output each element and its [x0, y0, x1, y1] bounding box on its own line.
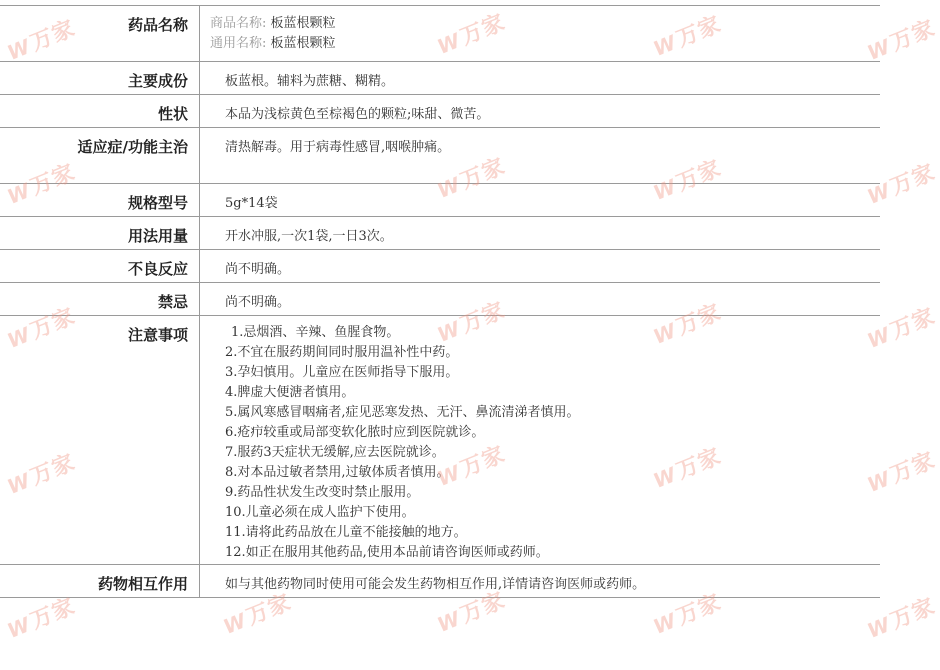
- row-label: 规格型号: [0, 184, 200, 216]
- watermark-logo: W万家: [649, 444, 726, 493]
- row-label: 主要成份: [0, 62, 200, 94]
- watermark-logo: W万家: [863, 304, 940, 353]
- watermark-logo: W万家: [649, 156, 726, 205]
- row-label: 不良反应: [0, 250, 200, 282]
- watermark-logo: W万家: [649, 300, 726, 349]
- row-value: 5g*14袋: [225, 196, 278, 211]
- watermark-logo: W万家: [863, 160, 940, 209]
- watermark-logo: W万家: [649, 12, 726, 61]
- trade-name-value: 板蓝根颗粒: [270, 16, 336, 31]
- watermark-logo: W万家: [649, 590, 726, 639]
- watermark-logo: W万家: [863, 594, 940, 643]
- watermark-logo: W万家: [3, 160, 80, 209]
- list-item: 6.疮疖较重或局部变软化脓时应到医院就诊。: [225, 425, 485, 440]
- watermark-logo: W万家: [433, 298, 510, 347]
- list-item: 8.对本品过敏者禁用,过敏体质者慎用。: [225, 465, 450, 480]
- watermark-logo: W万家: [863, 448, 940, 497]
- list-item: 10.儿童必须在成人监护下使用。: [225, 505, 415, 520]
- watermark-logo: W万家: [3, 594, 80, 643]
- row-value: 尚不明确。: [225, 262, 291, 277]
- precautions-list: [225, 323, 880, 563]
- list-item: 12.如正在服用其他药品,使用本品前请咨询医师或药师。: [225, 545, 549, 560]
- watermark-logo: W万家: [863, 16, 940, 65]
- row-label: 禁忌: [0, 283, 200, 315]
- list-item: 4.脾虚大便溏者慎用。: [225, 385, 355, 400]
- row-dosage: [0, 216, 880, 249]
- row-value: 板蓝根。辅料为蔗糖、糊精。: [225, 74, 395, 89]
- row-interactions: [0, 564, 880, 598]
- row-adverse-reactions: [0, 249, 880, 282]
- list-item: 7.服药3天症状无缓解,应去医院就诊。: [225, 445, 445, 460]
- row-specification: [0, 183, 880, 216]
- list-item: 2.不宜在服药期间同时服用温补性中药。: [225, 345, 459, 360]
- watermark-logo: W万家: [219, 590, 296, 639]
- trade-name-line: [210, 14, 880, 34]
- list-item: 9.药品性状发生改变时禁止服用。: [225, 485, 420, 500]
- row-value: [200, 6, 880, 61]
- row-drug-name: [0, 5, 880, 61]
- generic-name-line: [210, 34, 880, 54]
- row-value: 尚不明确。: [225, 295, 291, 310]
- row-ingredients: [0, 61, 880, 94]
- watermark-logo: W万家: [3, 16, 80, 65]
- row-value: 如与其他药物同时使用可能会发生药物相互作用,详情请咨询医师或药师。: [225, 577, 646, 592]
- row-label: 适应症/功能主治: [0, 128, 200, 183]
- watermark-logo: W万家: [433, 154, 510, 203]
- list-item: 5.属风寒感冒咽痛者,症见恶寒发热、无汗、鼻流清涕者慎用。: [225, 405, 580, 420]
- row-indications: [0, 127, 880, 183]
- row-label: 注意事项: [0, 316, 200, 564]
- row-value: 清热解毒。用于病毒性感冒,咽喉肿痛。: [225, 140, 451, 155]
- row-label: 用法用量: [0, 217, 200, 249]
- row-label: 药物相互作用: [0, 565, 200, 597]
- watermark-logo: W万家: [433, 588, 510, 637]
- row-label: 药品名称: [0, 6, 200, 61]
- generic-name-value: 板蓝根颗粒: [270, 36, 336, 51]
- watermark-logo: W万家: [433, 442, 510, 491]
- list-item: 11.请将此药品放在儿童不能接触的地方。: [225, 525, 467, 540]
- row-value: [200, 316, 880, 564]
- watermark-logo: W万家: [433, 10, 510, 59]
- watermark-logo: W万家: [3, 450, 80, 499]
- row-appearance: [0, 94, 880, 127]
- trade-name-key: 商品名称:: [210, 16, 267, 31]
- watermark-logo: W万家: [3, 304, 80, 353]
- generic-name-key: 通用名称:: [210, 36, 267, 51]
- list-item: 3.孕妇慎用。儿童应在医师指导下服用。: [225, 365, 459, 380]
- row-value: 本品为浅棕黄色至棕褐色的颗粒;味甜、微苦。: [225, 107, 490, 122]
- row-contraindications: [0, 282, 880, 315]
- list-item: 1.忌烟酒、辛辣、鱼腥食物。: [231, 325, 400, 340]
- row-precautions: [0, 315, 880, 564]
- row-value: 开水冲服,一次1袋,一日3次。: [225, 229, 393, 244]
- row-label: 性状: [0, 95, 200, 127]
